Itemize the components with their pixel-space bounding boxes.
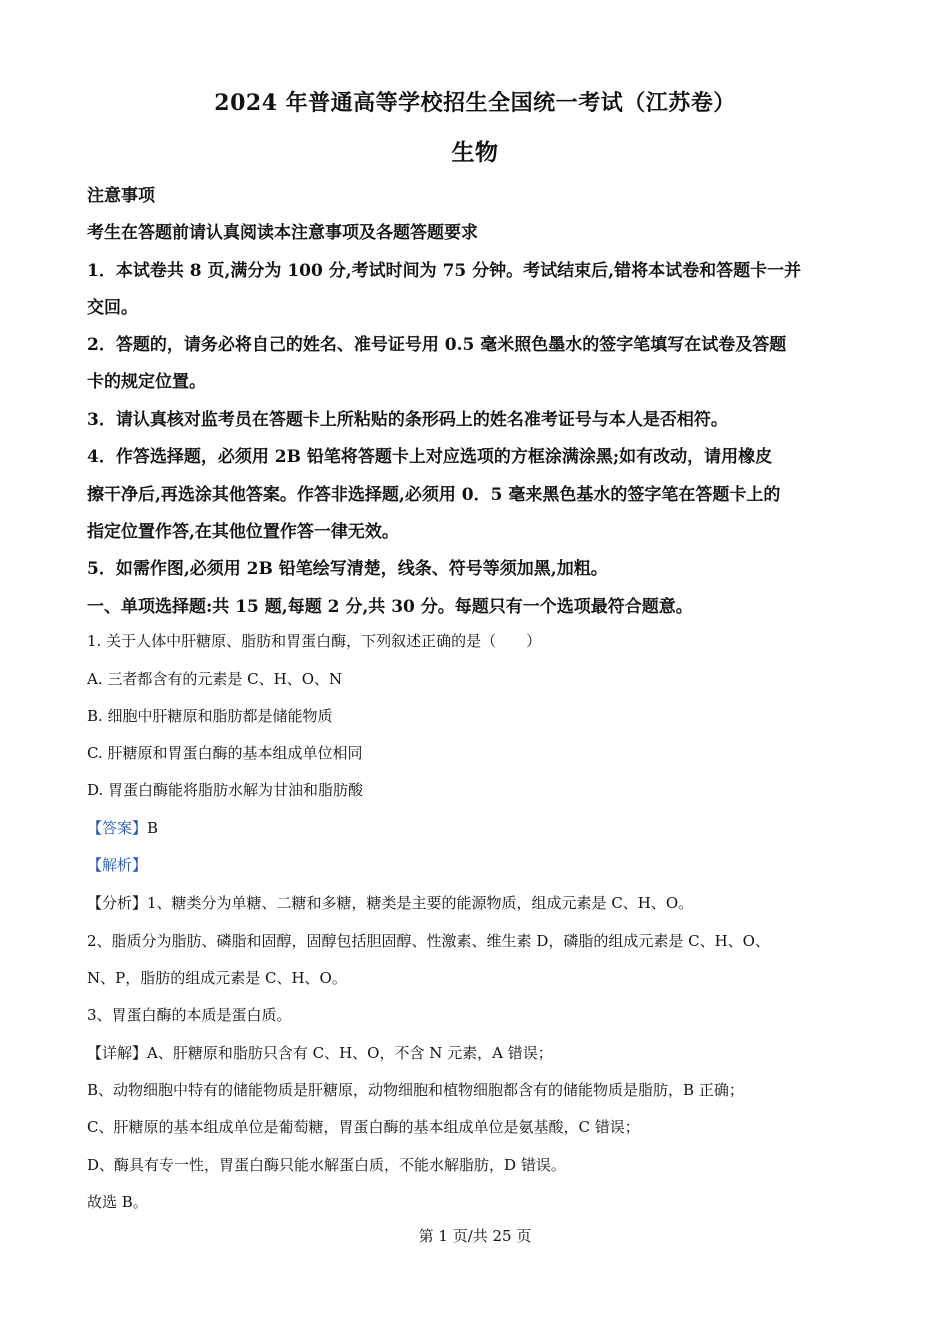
analysis-line: N、P，脂肪的组成元素是 C、H、O。 xyxy=(87,969,347,987)
notice-line: 1．本试卷共 8 页,满分为 100 分,考试时间为 75 分钟。考试结束后,错将本试卷和答题卡一并 xyxy=(87,261,802,281)
notice-line: 5．如需作图,必须用 2B 铅笔绘写清楚，线条、符号等须加黑,加粗。 xyxy=(87,559,608,579)
question-stem: 1. 关于人体中肝糖原、脂肪和胃蛋白酶，下列叙述正确的是（ ） xyxy=(87,632,542,650)
notice-intro: 考生在答题前请认真阅读本注意事项及各题答题要求 xyxy=(87,223,478,243)
answer-label: 【答案】 xyxy=(87,819,148,837)
analysis-tag: 【分析】 xyxy=(87,894,148,912)
detail-text: A、肝糖原和脂肪只含有 C、H、O，不含 N 元素，A 错误； xyxy=(147,1044,553,1062)
detail-tag: 【详解】 xyxy=(87,1044,148,1062)
option-c: C. 肝糖原和胃蛋白酶的基本组成单位相同 xyxy=(87,744,363,762)
answer-value: B xyxy=(147,819,159,837)
notice-line: 指定位置作答,在其他位置作答一律无效。 xyxy=(87,522,399,542)
analysis-label: 【解析】 xyxy=(87,856,148,874)
notice-line: 交回。 xyxy=(87,298,138,318)
conclusion-line: 故选 B。 xyxy=(87,1193,148,1211)
exam-title: 2024 年普通高等学校招生全国统一考试（江苏卷） xyxy=(214,90,736,116)
notice-line: 擦干净后,再选涂其他答案。作答非选择题,必须用 0．5 毫来黑色基水的签字笔在答题卡上的 xyxy=(87,485,781,505)
analysis-line: 2、脂质分为脂肪、磷脂和固醇，固醇包括胆固醇、性激素、维生素 D，磷脂的组成元素是 C、H、O、 xyxy=(87,932,770,950)
analysis-text: 1、糖类分为单糖、二糖和多糖，糖类是主要的能源物质，组成元素是 C、H、O。 xyxy=(147,894,694,912)
option-d: D. 胃蛋白酶能将脂肪水解为甘油和脂肪酸 xyxy=(87,781,364,799)
notice-heading: 注意事项 xyxy=(87,186,155,206)
detail-line: C、肝糖原的基本组成单位是葡萄糖，胃蛋白酶的基本组成单位是氨基酸，C 错误； xyxy=(87,1118,640,1136)
page-number: 第 1 页/共 25 页 xyxy=(418,1227,532,1245)
notice-line: 卡的规定位置。 xyxy=(87,372,206,392)
section-heading: 一、单项选择题:共 15 题,每题 2 分,共 30 分。每题只有一个选项最符合题意。 xyxy=(87,597,693,617)
subject-title: 生物 xyxy=(451,139,499,166)
analysis-line: 3、胃蛋白酶的本质是蛋白质。 xyxy=(87,1006,292,1024)
option-b: B. 细胞中肝糖原和脂肪都是储能物质 xyxy=(87,707,333,725)
notice-line: 4．作答选择题，必须用 2B 铅笔将答题卡上对应选项的方框涂满涂黑;如有改动，请用橡皮 xyxy=(87,447,773,467)
detail-line xyxy=(87,1042,867,1063)
detail-line: D、酶具有专一性，胃蛋白酶只能水解蛋白质，不能水解脂肪，D 错误。 xyxy=(87,1156,566,1174)
notice-line: 3．请认真核对监考员在答题卡上所粘贴的条形码上的姓名准考证号与本人是否相符。 xyxy=(87,410,728,430)
answer-line xyxy=(87,817,867,838)
analysis-line xyxy=(87,892,867,913)
option-a: A. 三者都含有的元素是 C、H、O、N xyxy=(87,670,343,688)
notice-line: 2．答题的，请务必将自己的姓名、准号证号用 0.5 毫米照色墨水的签字笔填写在试卷及答题 xyxy=(87,335,787,355)
detail-line: B、动物细胞中特有的储能物质是肝糖原，动物细胞和植物细胞都含有的储能物质是脂肪，B 正确； xyxy=(87,1081,744,1099)
